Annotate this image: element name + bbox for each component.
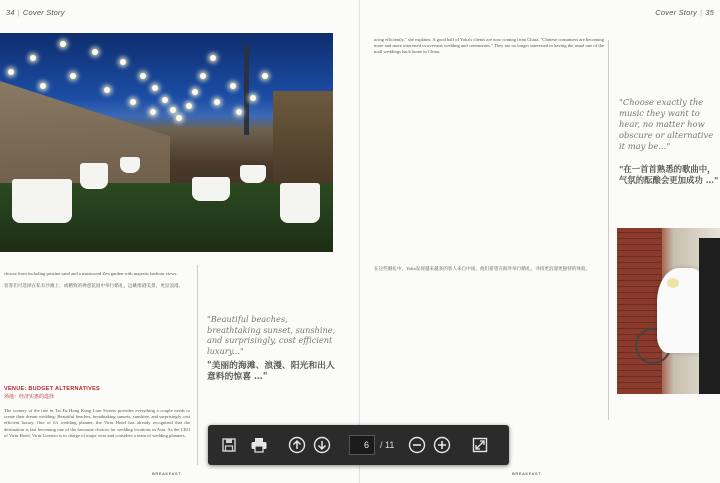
right-column-divider bbox=[608, 40, 609, 420]
left-column-intro bbox=[4, 271, 190, 381]
pull-quote: "Beautiful beaches, breathtaking sunset, sunshine, and surprisingly, cost efficient luxury..." bbox=[207, 314, 336, 356]
zoom-in-icon[interactable] bbox=[431, 434, 453, 456]
right-footer-mark: BREAKFAST bbox=[512, 471, 541, 476]
fullscreen-icon[interactable] bbox=[469, 434, 491, 456]
body-text: The scenery of the tree in Tai Fu Hong Kong Lore Sweets provides everything a couple needs to create their dream wedding: Beautiful beaches, breathtaking sunsets, sunshine, and surprisingly cost efficient luxury. One of it's wedding planner, the Virtu Hotel has already recognised that the destination is fast becoming one of the favourite choices for wedding locations in Asia. As the CEO of Virtu Hotel, Virtu Lorenzo is in charge of major wise and considers a team of wedding planners, bbox=[4, 408, 190, 438]
right-body-text-cn: 在这些婚礼中，Yoka发现越来越多的客人来自中国，他们希望在海外举行婚礼，寻找更浪漫更独特的体验。 bbox=[374, 266, 591, 271]
intro-text: choose from including pristine sand and a manicured Zen garden with majestic harbour views. bbox=[4, 271, 178, 276]
pull-quote-cn: "美丽的海滩、浪漫、阳光和出人意料的惊喜 …" bbox=[207, 361, 335, 382]
left-column-body bbox=[4, 408, 190, 456]
right-folio: Cover Story | 35 bbox=[655, 8, 714, 17]
save-icon[interactable] bbox=[218, 434, 240, 456]
right-pull-quote: "Choose exactly the music they want to hear, no matter how obscure or alternative it may be..." bbox=[619, 97, 714, 151]
page-total: / 11 bbox=[380, 440, 395, 450]
print-icon[interactable] bbox=[248, 434, 270, 456]
right-column-cn bbox=[374, 266, 604, 416]
right-body-text: acing efficiently," she explains. A good half of Yoka's clients are now coming from China. "Chinese consumers are becoming more and more interested in overseas wedding and ceremonies." They are no longer interested in having the usual one of the mall weddings back home in China. bbox=[374, 37, 604, 55]
intro-text-cn: 客客们可选择在私有沙滩上、或精致的禅意花园中举行婚礼，远眺维港美景，更显浪漫。 bbox=[4, 283, 184, 289]
zoom-out-icon[interactable] bbox=[406, 434, 428, 456]
arrow-up-icon[interactable] bbox=[286, 434, 308, 456]
bride-groom-photo bbox=[617, 228, 720, 394]
left-page-number: 34 bbox=[6, 8, 15, 17]
left-footer-mark: BREAKFAST bbox=[152, 471, 181, 476]
left-folio: 34 | Cover Story bbox=[6, 8, 65, 17]
right-page-number: 35 bbox=[705, 8, 714, 17]
right-section-title: Cover Story bbox=[655, 8, 698, 17]
arrow-down-icon[interactable] bbox=[311, 434, 333, 456]
venue-subheading: 场地：经济实惠的选择 bbox=[4, 394, 55, 400]
left-section-title: Cover Story bbox=[22, 8, 65, 17]
page-number-input[interactable] bbox=[349, 435, 375, 455]
right-pull-quote-cn: "在一首首熟悉的歌曲中，气氛的酝酿会更加成功 …" bbox=[619, 164, 719, 185]
right-column-body bbox=[374, 37, 604, 262]
column-divider bbox=[197, 265, 198, 465]
viewer-toolbar bbox=[208, 425, 509, 465]
wedding-venue-photo bbox=[0, 33, 333, 252]
venue-heading: VENUE: BUDGET ALTERNATIVES bbox=[4, 386, 101, 392]
